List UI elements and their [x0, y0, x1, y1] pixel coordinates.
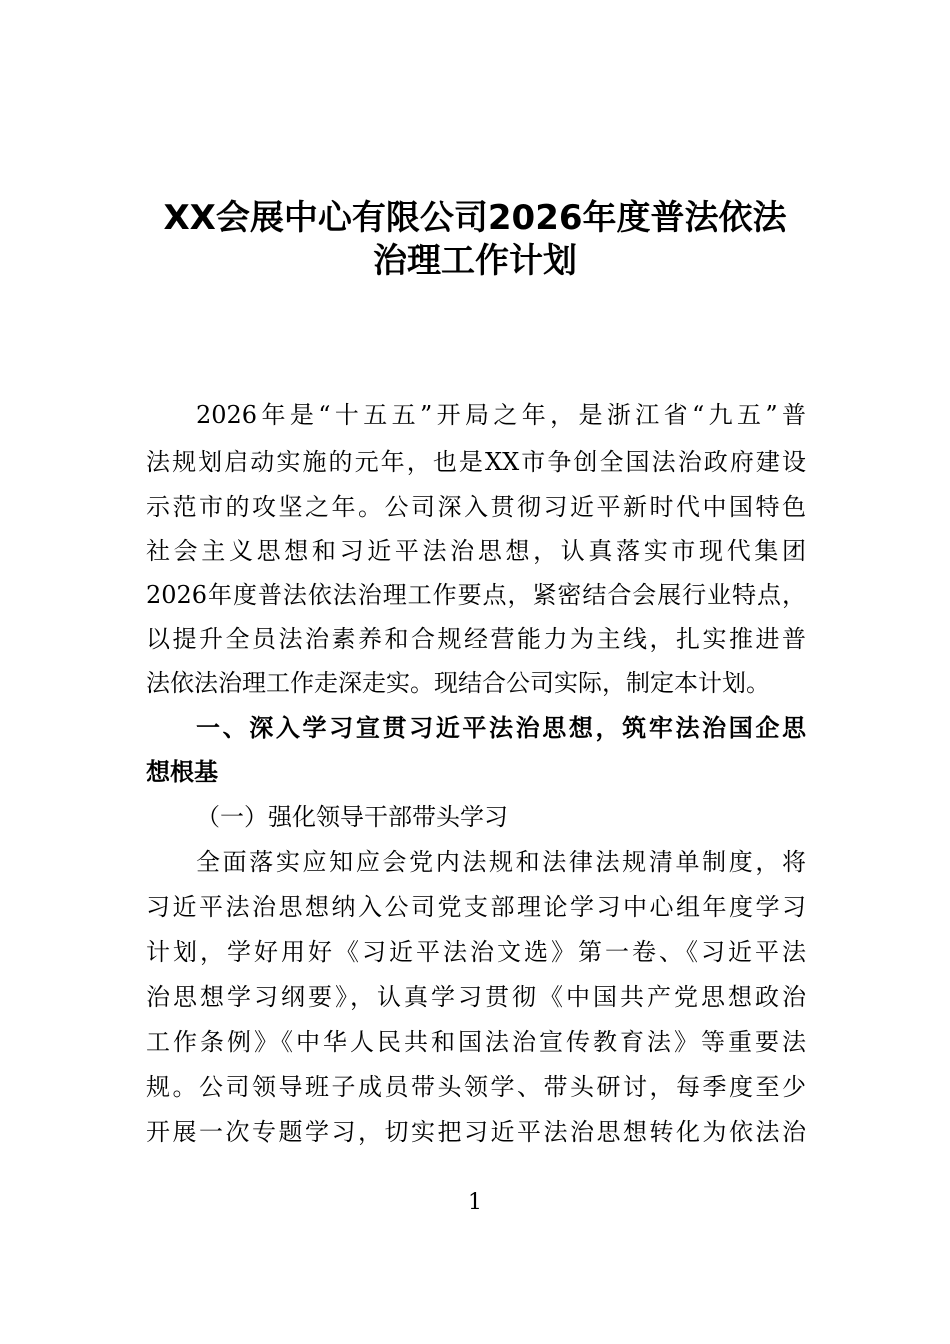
intro-line-5: 2026年度普法依法治理工作要点，紧密结合会展行业特点，: [146, 581, 806, 609]
intro-line-2: 法规划启动实施的元年，也是XX市争创全国法治政府建设: [146, 448, 806, 476]
document-title-line-2: 治理工作计划: [373, 241, 577, 281]
subsection-heading: （一）强化领导干部带头学习: [196, 803, 508, 831]
intro-line-1: 2026年是“十五五”开局之年，是浙江省“九五”普: [196, 401, 806, 429]
intro-line-7: 法依法治理工作走深走实。现结合公司实际，制定本计划。: [146, 669, 770, 697]
body-line-2: 习近平法治思想纳入公司党支部理论学习中心组年度学习: [146, 893, 806, 921]
intro-line-4: 社会主义思想和习近平法治思想，认真落实市现代集团: [146, 537, 806, 565]
page-number: 1: [468, 1190, 482, 1215]
section-heading-line-1: 一、深入学习宣贯习近平法治思想，筑牢法治国企思: [196, 714, 806, 742]
body-line-4: 治思想学习纲要》，认真学习贯彻《中国共产党思想政治: [146, 983, 806, 1011]
body-line-3: 计划，学好用好《习近平法治文选》第一卷、《习近平法: [146, 938, 806, 966]
intro-line-3: 示范市的攻坚之年。公司深入贯彻习近平新时代中国特色: [146, 493, 806, 521]
body-line-1: 全面落实应知应会党内法规和法律法规清单制度，将: [196, 848, 806, 876]
document-title-line-1: XX会展中心有限公司2026年度普法依法: [163, 198, 787, 238]
body-line-5: 工作条例》《中华人民共和国法治宣传教育法》等重要法: [146, 1028, 806, 1056]
body-line-6: 规。公司领导班子成员带头领学、带头研讨，每季度至少: [146, 1073, 806, 1101]
body-line-7: 开展一次专题学习，切实把习近平法治思想转化为依法治: [146, 1118, 806, 1146]
section-heading-line-2: 想根基: [146, 758, 218, 786]
intro-line-6: 以提升全员法治素养和合规经营能力为主线，扎实推进普: [146, 625, 806, 653]
